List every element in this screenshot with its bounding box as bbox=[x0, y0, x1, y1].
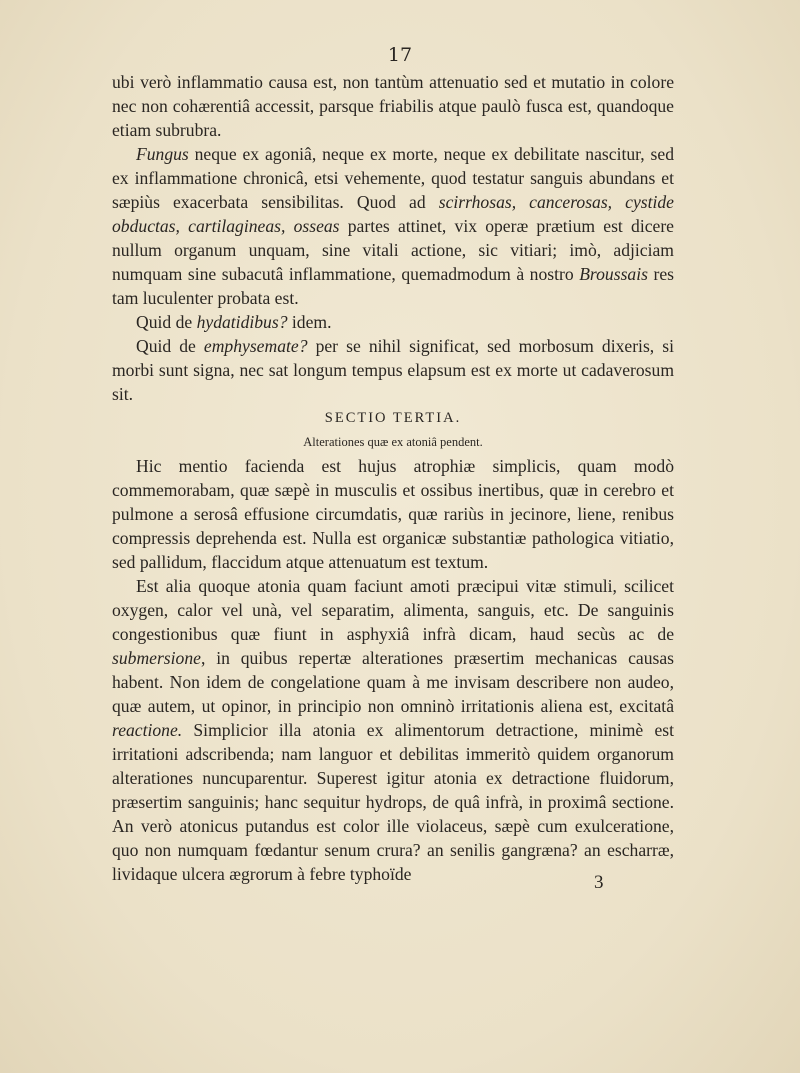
section-heading: SECTIO TERTIA. bbox=[324, 410, 462, 426]
paragraph: Hic mentio facienda est hujus atrophiæ simplicis, quam modò commemorabam, quæ sæpè in musculis et ossibus inertibus, quæ in cerebro et pulmone a serosâ effusione circumdatis, quæ rariùs in jecinore, liene, renibus compressis deprehenda est. Nulla est organicæ substantiæ pathologica vitiatio, sed pallidum, flaccidum atque attenuatum est textum. bbox=[112, 456, 674, 572]
paragraph: Quid de emphysemate? per se nihil significat, sed morbosum dixeris, si morbi sunt signa, nec sat longum tempus elapsum est ex morte ut cadaverosum sit. bbox=[112, 336, 674, 404]
paragraph: ubi verò inflammatio causa est, non tantùm attenuatio sed et mutatio in colore nec non cohærentiâ accessit, parsque friabilis atque paulò fusca est, quandoque etiam subrubra. bbox=[112, 72, 674, 140]
paragraph: Fungus neque ex agoniâ, neque ex morte, neque ex debilitate nascitur, sed ex inflammatione chronicâ, etsi vehemente, quod testatur sanguis abundans et sæpiùs exacerbata sensibilitas. Quod ad scirrhosas, cancerosas, cystide obductas, cartilagineas, osseas partes attinet, vix operæ prætium est dicere nullum organum unquam, sine vitali actione, sic vitiari; imò, adjiciam numquam sine subacutâ inflammatione, quemadmodum à nostro Broussais res tam luculenter probata est. bbox=[112, 144, 674, 308]
body-text bbox=[112, 70, 674, 886]
paragraph: Quid de hydatidibus? idem. bbox=[136, 312, 332, 332]
paragraph: Est alia quoque atonia quam faciunt amoti præcipui vitæ stimuli, scilicet oxygen, calor vel unà, vel separatim, alimenta, sanguis, etc. De sanguinis congestionibus quæ fiunt in asphyxiâ infrà dicam, haud secùs ac de submersione, in quibus repertæ alterationes præsertim mechanicas causas habent. Non idem de congelatione quam à me invisam describere non audeo, quæ autem, ut opinor, in principio non omninò irritationis aliena est, excitatâ reactione. Simplicior illa atonia ex alimentorum detractione, minimè est irritationi adscribenda; nam languor et debilitas immeritò quidem organorum alterationes nuncuparentur. Superest igitur atonia ex detractione fluidorum, præsertim sanguinis; hanc sequitur hydrops, de quâ infrà, in proximâ sectione. An verò atonicus putandus est color ille violaceus, sæpè cum exulceratione, quo non numquam fœdantur senum crura? an senilis gangræna? an escharræ, lividaque ulcera ægrorum à febre typhoïde bbox=[112, 576, 674, 884]
signature-mark: 3 bbox=[594, 872, 604, 893]
section-subheading: Alterationes quæ ex atoniâ pendent. bbox=[303, 435, 483, 449]
page-number: 17 bbox=[387, 44, 413, 66]
